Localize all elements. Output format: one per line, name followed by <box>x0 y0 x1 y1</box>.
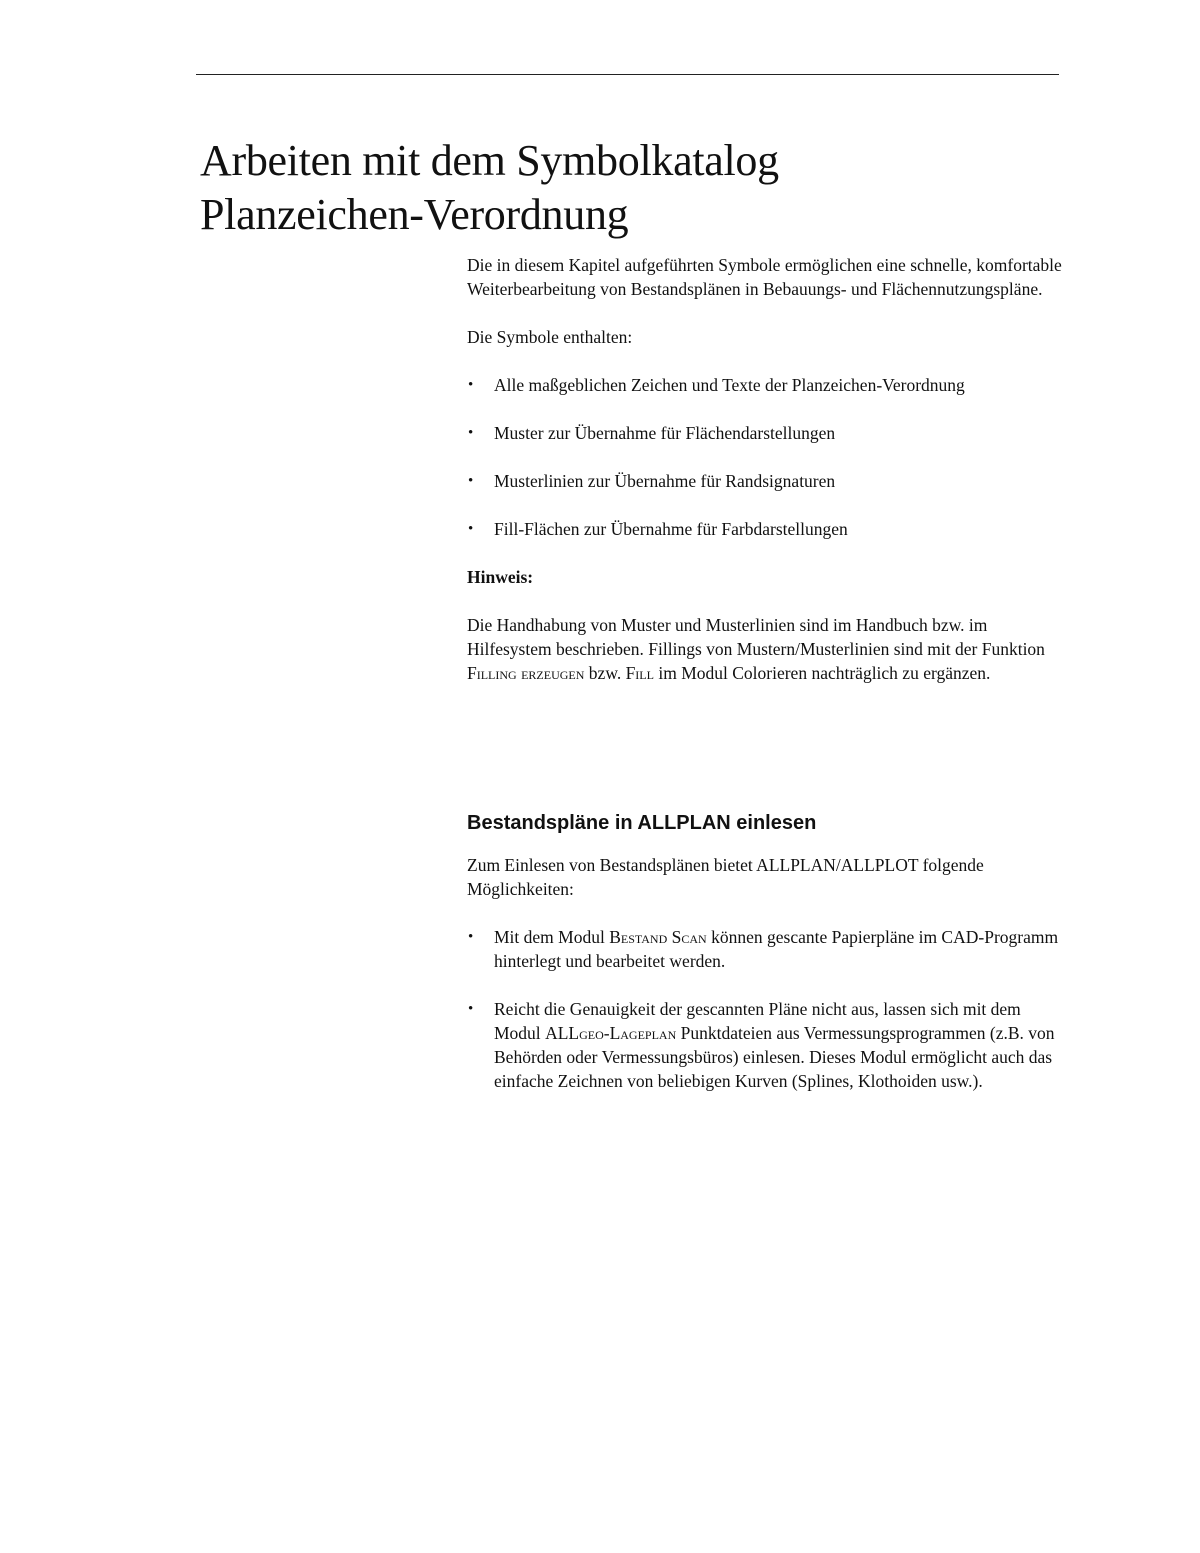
section-heading: Bestandspläne in ALLPLAN einlesen <box>467 812 817 834</box>
list-item-text: Alle maßgeblichen Zeichen und Texte der Planzeichen-Verordnung <box>494 375 965 395</box>
list-item <box>467 421 1067 445</box>
intro-section <box>467 253 1067 685</box>
page-title <box>200 134 1100 242</box>
title-line-2: Planzeichen-Verordnung <box>200 190 629 239</box>
list-item-text <box>494 999 1055 1091</box>
hint-text: bzw. <box>584 663 626 683</box>
module-bestand-scan: Bestand Scan <box>609 927 707 947</box>
text-run: Reicht die Genauigkeit der gescannten Pläne nicht aus, lassen sich mit dem Modul <box>494 999 1021 1043</box>
section-lead: Zum Einlesen von Bestandsplänen bietet ALLPLAN/ALLPLOT folgende Möglichkeiten: <box>467 855 984 899</box>
list-item-text: Musterlinien zur Übernahme für Randsignaturen <box>494 471 836 491</box>
list-item <box>467 925 1067 973</box>
hint-paragraph <box>467 613 1067 685</box>
hint-text: Die Handhabung von Muster und Musterlinien sind im Handbuch bzw. im Hilfesystem beschrieben. Fillings von Mustern/Musterlinien sind mit der Funktion <box>467 615 1045 659</box>
options-list <box>467 925 1067 1093</box>
list-item <box>467 517 1067 541</box>
section-body <box>467 853 1067 1117</box>
bullet-icon: • <box>468 425 474 441</box>
text-run: können gescante Papierpläne im CAD-Programm hinterlegt und bearbeitet werden. <box>494 927 1059 971</box>
bullet-icon: • <box>468 377 474 393</box>
symbols-lead: Die Symbole enthalten: <box>467 327 633 347</box>
function-filling-erzeugen: Filling erzeugen <box>467 663 585 683</box>
bullet-icon: • <box>468 929 474 945</box>
header-rule <box>196 74 1059 75</box>
title-line-1: Arbeiten mit dem Symbolkatalog <box>200 136 779 185</box>
bullet-icon: • <box>468 473 474 489</box>
list-item <box>467 997 1067 1093</box>
text-run: Punktdateien aus Vermessungsprogrammen (z.B. von Behörden oder Vermessungsbüros) einlesen. Dieses Modul ermöglicht auch das einfache Zeichnen von beliebigen Kurven (Splines, Klothoiden usw.). <box>494 1023 1055 1091</box>
symbols-list <box>467 373 1067 541</box>
hint-label: Hinweis: <box>467 567 534 587</box>
bullet-icon: • <box>468 521 474 537</box>
text-run: Mit dem Modul <box>494 927 610 947</box>
list-item <box>467 469 1067 493</box>
function-fill: Fill <box>625 663 654 683</box>
bullet-icon: • <box>468 1001 474 1017</box>
intro-paragraph: Die in diesem Kapitel aufgeführten Symbole ermöglichen eine schnelle, komfortable Weiterbearbeitung von Bestandsplänen in Bebauungs- und Flächennutzungspläne. <box>467 255 1062 299</box>
list-item-text <box>494 927 1058 971</box>
hint-text: im Modul Colorieren nachträglich zu ergänzen. <box>653 663 991 683</box>
list-item-text: Muster zur Übernahme für Flächendarstellungen <box>494 423 836 443</box>
module-allgeo-lageplan: ALLgeo-Lageplan <box>545 1023 677 1043</box>
list-item-text: Fill-Flächen zur Übernahme für Farbdarstellungen <box>494 519 848 539</box>
list-item <box>467 373 1067 397</box>
